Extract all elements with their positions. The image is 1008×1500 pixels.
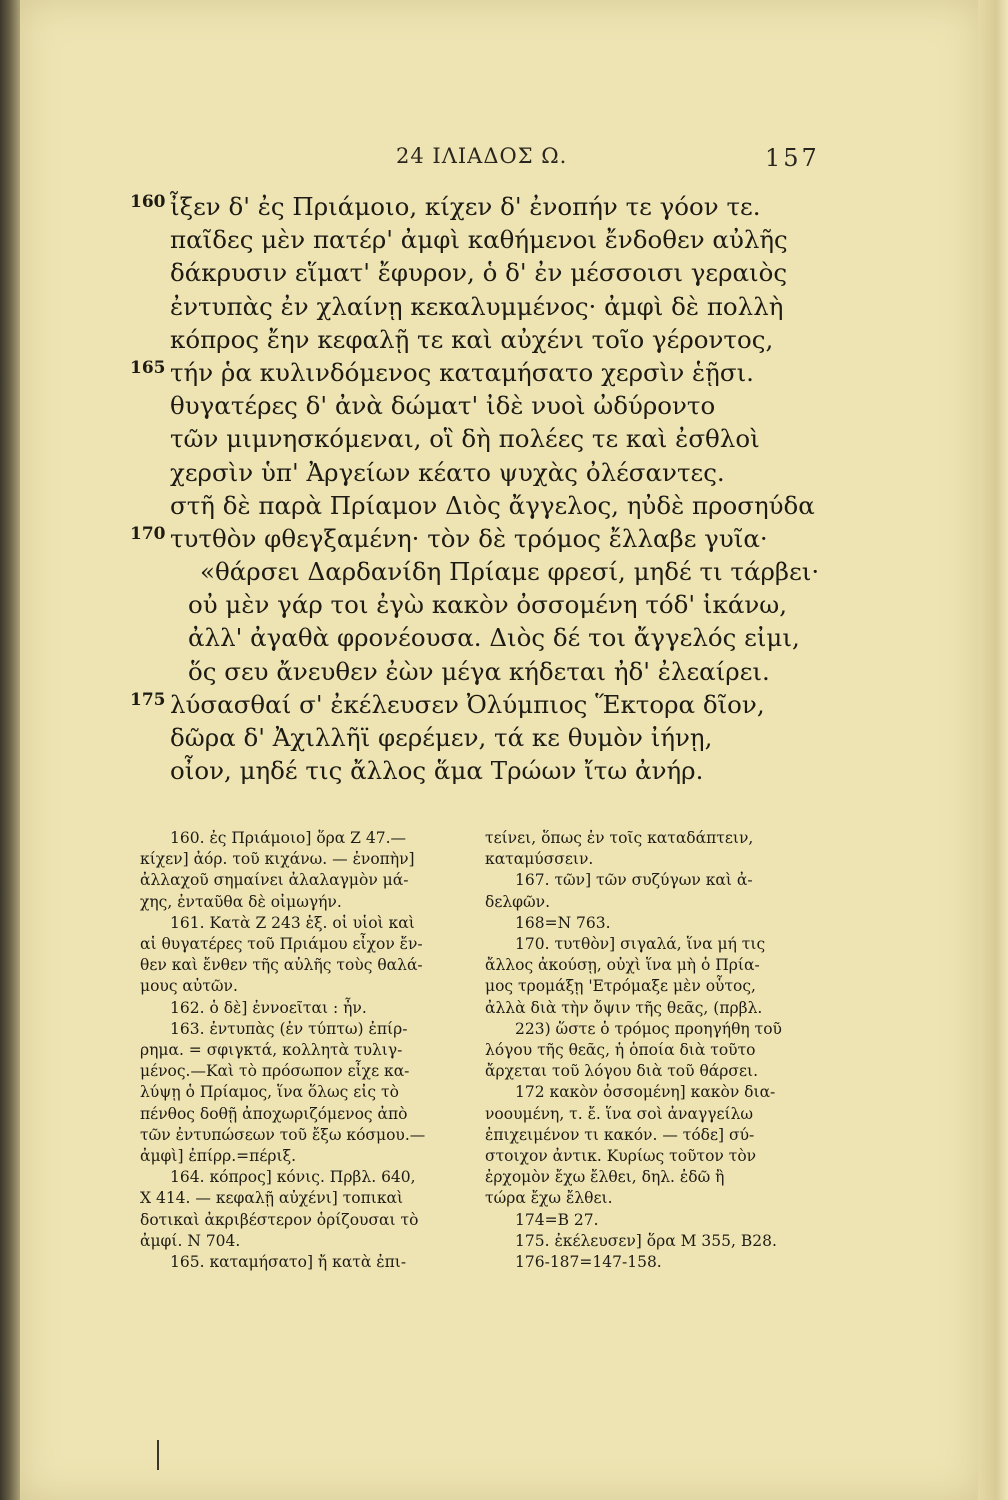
verse-text: ἶξεν δ' ἐς Πριάμοιο, κίχεν δ' ἐνοπήν τε γόον τε. [170,192,761,221]
verse-line [20,621,980,654]
note-line: μος τρομάξῃ 'Ετρόμαξε μὲν οὗτος, [485,977,756,996]
line-number: 160 [130,192,166,212]
verse-text: θυγατέρες δ' ἀνὰ δώματ' ἰδὲ νυοὶ ὠδύροντο [170,391,716,421]
line-number: 165 [130,357,166,378]
note-line: τῶν ἐντυπώσεων τοῦ ἔξω κόσμου.— [140,1125,426,1144]
previous-page-edge [0,0,22,1500]
verse-line [20,356,980,389]
note-line: δελφῶν. [485,892,551,911]
commentary-notes [20,828,980,1388]
note-line: στοιχον ἀντικ. Κυρίως τοῦτον τὸν [485,1147,757,1166]
note-line: λύψῃ ὁ Πρίαμος, ἵνα ὅλως εἰς τὸ [140,1083,399,1102]
note-line: 167. τῶν] τῶν συζύγων καὶ ἀ- [515,871,753,890]
verse-text: οὐ μὲν γάρ τοι ἐγὼ κακὸν ὀσσομένη τόδ' ἱκάνω, [188,590,788,620]
note-line: καταμύσσειν. [485,850,594,869]
note-line: χης, ἐνταῦθα δὲ οἰμωγήν. [140,892,342,911]
note-line: 162. ὁ δὲ] ἐννοεῖται : ἦν. [170,998,367,1017]
note-line: ἀμφὶ] ἐπίρρ.=πέριξ. [140,1147,297,1166]
notes-column-right [485,828,805,1273]
note-line: ἀλλαχοῦ σημαίνει ἀλαλαγμὸν μά- [140,871,409,890]
note-line: 165. καταμήσατο] ἤ κατὰ ἐπι- [170,1253,407,1272]
line-number: 170 [130,523,166,544]
note-line: ἐρχομὸν ἔχω ἔλθει, δηλ. ἐδῶ ἢ [485,1168,725,1187]
note-line: 160. ἐς Πριάμοιο] ὅρα Ζ 47.— [170,829,407,847]
verse-text: στῆ δὲ παρὰ Πρίαμον Διὸς ἄγγελος, ηὐδὲ προσηύδα [170,490,815,520]
verse-line [20,588,980,621]
verse-text: κόπρος ἔην κεφαλῇ τε καὶ αὐχένι τοῖο γέροντος, [170,324,774,354]
verse-text: «θάρσει Δαρδανίδη Πρίαμε φρεσί, μηδέ τι τάρβει· [200,557,820,587]
note-line: μους αὐτῶν. [140,977,238,996]
note-line: θεν καὶ ἔνθεν τῆς αὐλῆς τοὺς θαλά- [140,956,423,975]
note-line: τείνει, ὅπως ἐν τοῖς καταδάπτειν, [485,829,754,847]
verse-line [20,256,980,289]
verse-text: ὅς σευ ἄνευθεν ἐὼν μέγα κήδεται ἠδ' ἐλεαίρει. [188,656,770,686]
notes-column-left [140,828,460,1273]
note-line: ἄρχεται τοῦ λόγου διὰ τοῦ θάρσει. [485,1062,758,1081]
note-line: Χ 414. — κεφαλῇ αὐχένι] τοπικαὶ [140,1189,404,1208]
verse-line [20,522,980,555]
verse-line [20,721,980,754]
verse-line [20,290,980,323]
note-line: 168=Ν 763. [515,913,611,932]
verse-line [20,422,980,455]
verse-text: παῖδες μὲν πατέρ' ἀμφὶ καθήμενοι ἔνδοθεν αὐλῆς [170,225,788,255]
verse-line [20,456,980,489]
note-line: λόγου τῆς θεᾶς, ἡ ὁποία διὰ τοῦτο [485,1041,756,1060]
note-line: ἄλλος ἀκούσῃ, οὐχὶ ἵνα μὴ ὁ Πρία- [485,956,760,975]
verse-line [20,555,980,588]
verse-line [20,754,980,787]
note-line: δοτικαὶ ἀκριβέστερον ὁρίζουσαι τὸ [140,1210,419,1229]
note-line: 174=Β 27. [515,1210,599,1229]
note-line: αἱ θυγατέρες τοῦ Πριάμου εἶχον ἔν- [140,935,423,954]
verse-text: οἶον, μηδέ τις ἄλλος ἅμα Τρώων ἴτω ἀνήρ. [170,756,704,786]
running-header [20,144,980,178]
note-line: 175. ἐκέλευσεν] ὅρα Μ 355, Β28. [515,1231,777,1250]
verse-line [20,389,980,422]
note-line: μένος.—Καὶ τὸ πρόσωπον εἶχε κα- [140,1062,410,1081]
verse-text: τήν ῥα κυλινδόμενος καταμήσατο χερσὶν ἑῇσι. [170,357,754,387]
header-title: 24 ΙΛΙΑΔΟΣ Ω. [396,144,568,168]
note-line: 223) ὥστε ὁ τρόμος προηγήθη τοῦ [515,1019,782,1038]
verse-text: ἐντυπὰς ἐν χλαίνῃ κεκαλυμμένος· ἀμφὶ δὲ πολλὴ [170,291,784,321]
note-line: 161. Κατὰ Ζ 243 ἑξ. οἱ υἱοὶ καὶ [170,913,415,932]
note-line: κίχεν] ἀόρ. τοῦ κιχάνω. — ἐνοπὴν] [140,850,415,869]
verse-text: δῶρα δ' Ἀχιλλῆϊ φερέμεν, τά κε θυμὸν ἰήνῃ, [170,723,713,752]
page-fore-edge [978,0,1008,1500]
note-line: ρημα. = σφιγκτά, κολλητὰ τυλιγ- [140,1041,403,1060]
note-line: πένθος δοθῇ ἀποχωριζόμενος ἀπὸ [140,1104,408,1123]
note-line: ἀλλὰ διὰ τὴν ὄψιν τῆς θεᾶς, (πρβλ. [485,998,763,1017]
note-line: τώρα ἔχω ἔλθει. [485,1189,613,1208]
book-page [20,0,980,1500]
note-line: 163. ἐντυπὰς (ἐν τύπτω) ἐπίρ- [170,1019,408,1038]
verse-text: χερσὶν ὑπ' Ἀργείων κέατο ψυχὰς ὀλέσαντες. [170,457,725,487]
note-line: νοουμένη, τ. ἔ. ἵνα σοὶ ἀναγγείλω [485,1104,754,1123]
verse-text: ἀλλ' ἀγαθὰ φρονέουσα. Διὸς δέ τοι ἄγγελός εἰμι, [188,623,800,653]
verse-line [20,190,980,223]
verse-text: δάκρυσιν εἵματ' ἔφυρον, ὁ δ' ἐν μέσσοισι γεραιὸς [170,258,788,288]
line-number: 175 [130,689,166,710]
note-line: 164. κόπρος] κόνις. Πρβλ. 640, [170,1168,416,1187]
verse-text: τῶν μιμνησκόμεναι, οἳ δὴ πολέες τε καὶ ἐσθλοὶ [170,424,760,454]
verse-line [20,688,980,721]
note-line: 170. τυτθὸν] σιγαλά, ἵνα μή τις [515,935,766,954]
note-line: ἐπιχειμένον τι κακόν. — τόδε] σύ- [485,1125,755,1144]
verse-text: τυτθὸν φθεγξαμένη· τὸν δὲ τρόμος ἔλλαβε γυῖα· [170,523,768,553]
note-line: ἀμφί. Ν 704. [140,1231,241,1250]
note-line: 176-187=147-158. [515,1253,662,1272]
note-line: 172 κακὸν ὀσσομένη] κακὸν δια- [515,1083,776,1102]
verse-line [20,223,980,256]
verse-text: λύσασθαί σ' ἐκέλευσεν Ὀλύμπιος Ἕκτορα δῖον, [170,689,765,719]
verse-block [20,190,980,787]
page-number: 157 [765,144,820,172]
margin-mark [157,1440,159,1470]
